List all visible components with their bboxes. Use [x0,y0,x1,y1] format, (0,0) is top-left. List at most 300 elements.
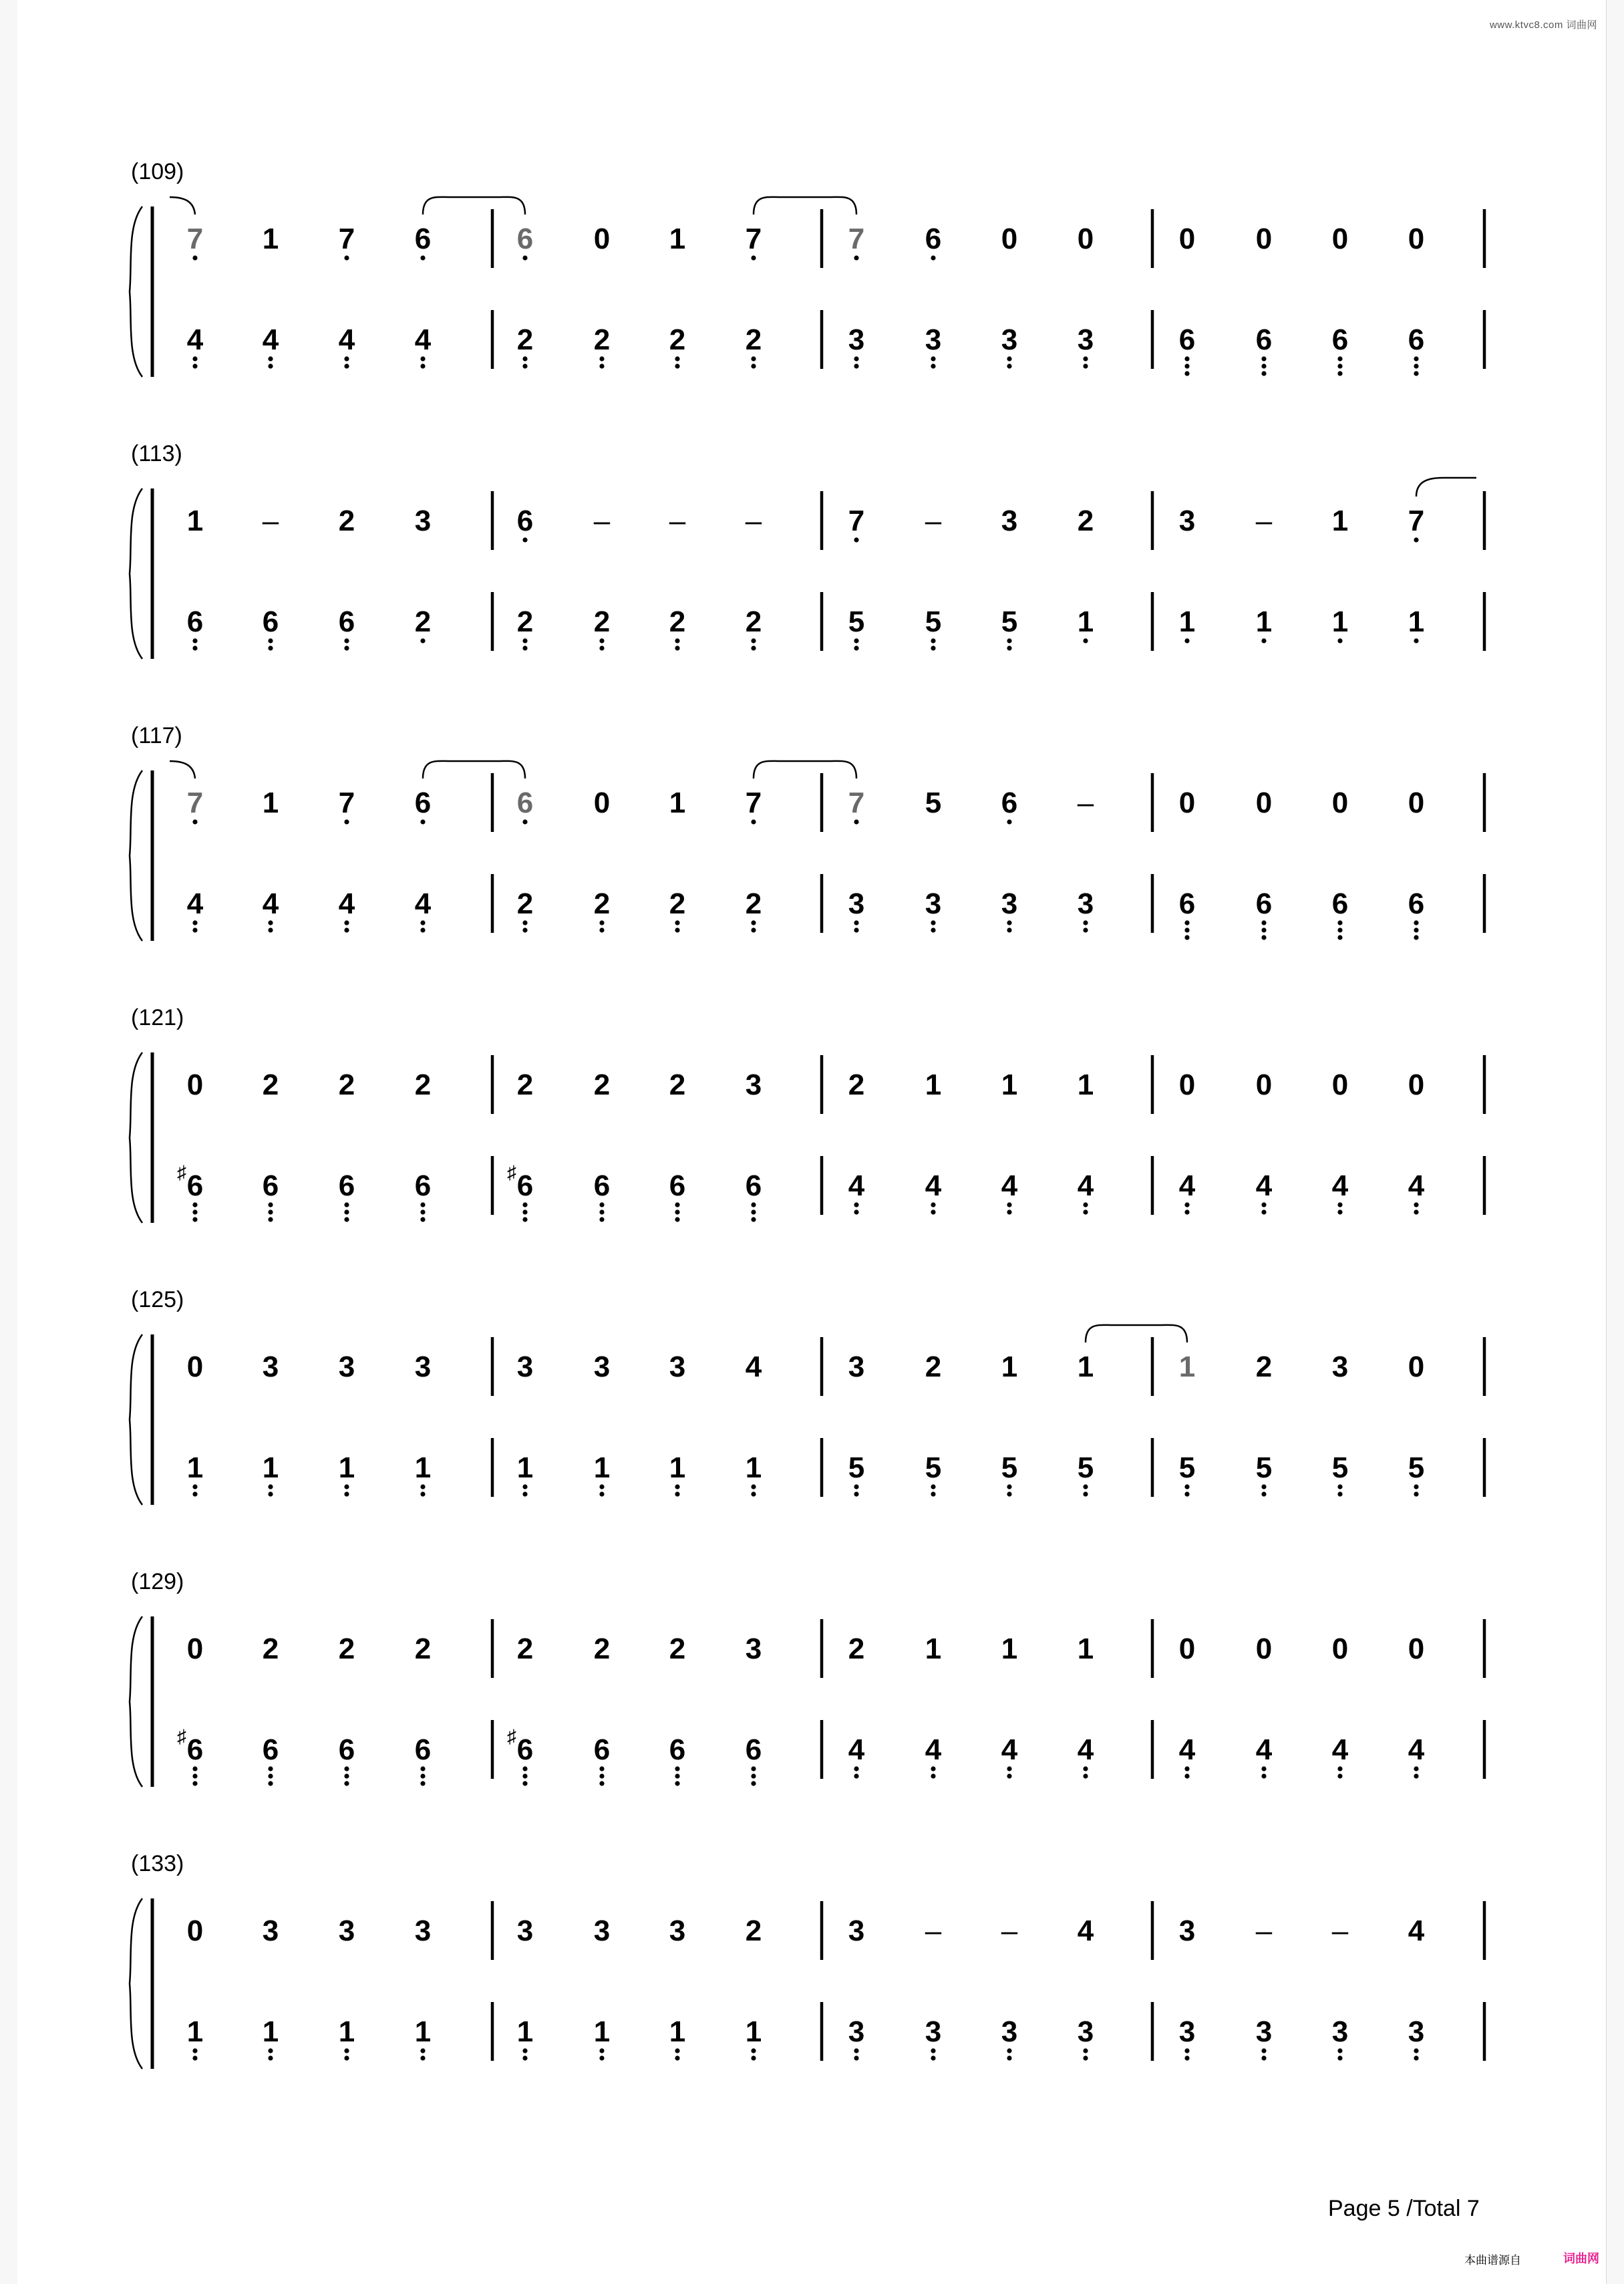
note-digit: 0 [186,1068,204,1101]
note-digit: 1 [338,2015,355,2048]
octave-dot-below [599,1773,604,1778]
note-digit: 6 [516,505,534,537]
note-digit: 6 [516,223,534,255]
octave-dot-below [1184,920,1189,925]
note-digit: 1 [925,1632,942,1665]
octave-dot-below [751,1781,756,1786]
octave-dot-below [931,927,935,932]
note-digit: 0 [1331,1068,1349,1101]
octave-dot-below [268,920,273,925]
note-digit: 6 [262,605,279,638]
octave-dot-below [420,1209,425,1214]
octave-dot-below [751,1766,756,1771]
note-digit: 7 [186,787,204,819]
octave-dot-below [192,1773,197,1778]
note-digit: 1 [745,1451,762,1484]
octave-dot-below [1007,1484,1011,1489]
octave-dot-below [268,356,273,361]
note-digit: 3 [925,887,942,920]
note-digit: 2 [1255,1350,1273,1383]
octave-dot-below [1414,935,1418,940]
note-digit: 0 [593,787,611,819]
note-digit: 2 [593,887,611,920]
octave-dot-below [1184,1773,1189,1778]
note-digit: 2 [414,605,432,638]
octave-dot-below [1184,1209,1189,1214]
octave-dot-below [931,1484,935,1489]
octave-dot-below [1414,1491,1418,1496]
note-digit: 0 [1408,1350,1425,1383]
octave-dot-below [1414,1773,1418,1778]
note-digit: 0 [1408,223,1425,255]
octave-dot-below [931,920,935,925]
octave-dot-below [675,2055,679,2060]
octave-dot-below [344,364,349,368]
note-digit: 1 [262,1451,279,1484]
note-digit: 5 [925,787,942,819]
extension-dash: – [925,1914,942,1947]
octave-dot-below [522,1766,527,1771]
octave-dot-below [675,638,679,643]
note-digit: 2 [669,887,686,920]
note-digit: 6 [1255,887,1273,920]
note-digit: 0 [1408,787,1425,819]
extension-dash: – [1077,787,1094,819]
octave-dot-below [1261,935,1266,940]
note-digit: 6 [1331,323,1349,356]
octave-dot-below [344,255,349,260]
system-brace [130,1898,142,2069]
octave-dot-below [854,646,858,650]
octave-dot-below [1083,1484,1088,1489]
octave-dot-below [1261,638,1266,643]
octave-dot-below [751,927,756,932]
octave-dot-below [854,638,858,643]
octave-dot-below [268,1202,273,1207]
octave-dot-below [675,1491,679,1496]
octave-dot-below [344,1766,349,1771]
octave-dot-below [931,1773,935,1778]
octave-dot-below [1337,2048,1342,2053]
octave-dot-below [675,356,679,361]
octave-dot-below [1083,920,1088,925]
octave-dot-below [344,1484,349,1489]
note-digit: 1 [1178,1350,1196,1383]
note-digit: 1 [1001,1632,1018,1665]
octave-dot-below [1083,927,1088,932]
note-digit: 2 [745,887,762,920]
octave-dot-below [192,920,197,925]
octave-dot-below [1007,1773,1011,1778]
octave-dot-below [1337,356,1342,361]
octave-dot-below [854,356,858,361]
octave-dot-below [854,1484,858,1489]
octave-dot-below [344,927,349,932]
octave-dot-below [522,819,527,824]
note-digit: 6 [516,1733,534,1766]
octave-dot-below [192,1491,197,1496]
note-digit: 6 [262,1733,279,1766]
octave-dot-below [420,255,425,260]
note-digit: 3 [1331,2015,1349,2048]
note-digit: 4 [1001,1733,1018,1766]
octave-dot-below [268,1781,273,1786]
note-digit: 7 [848,505,865,537]
system-brace [130,206,142,377]
note-digit: 1 [1255,605,1273,638]
note-digit: 3 [338,1350,355,1383]
note-digit: 6 [1001,787,1018,819]
octave-dot-below [192,1217,197,1222]
note-digit: 4 [1408,1914,1425,1947]
note-digit: 3 [1255,2015,1273,2048]
note-digit: 1 [414,1451,432,1484]
note-digit: 1 [1001,1350,1018,1383]
octave-dot-below [268,2048,273,2053]
octave-dot-below [268,2055,273,2060]
note-digit: 2 [848,1068,865,1101]
octave-dot-below [420,2048,425,2053]
octave-dot-below [1337,1202,1342,1207]
note-digit: 4 [925,1169,942,1202]
system-brace [130,1334,142,1505]
note-digit: 2 [414,1632,432,1665]
octave-dot-below [599,1491,604,1496]
octave-dot-below [751,638,756,643]
note-digit: 1 [186,505,204,537]
octave-dot-below [931,1209,935,1214]
note-digit: 1 [1077,1350,1094,1383]
octave-dot-below [599,920,604,925]
octave-dot-below [599,1484,604,1489]
octave-dot-below [192,1766,197,1771]
octave-dot-below [522,1209,527,1214]
octave-dot-below [599,2055,604,2060]
octave-dot-below [1414,537,1418,542]
octave-dot-below [751,646,756,650]
system-brace [130,1616,142,1787]
note-digit: 4 [262,887,279,920]
octave-dot-below [420,1773,425,1778]
octave-dot-below [1184,638,1189,643]
note-digit: 5 [1077,1451,1094,1484]
note-digit: 4 [1178,1169,1196,1202]
note-digit: 6 [186,1169,204,1202]
octave-dot-below [344,1217,349,1222]
tie-arc-continued [170,197,195,215]
octave-dot-below [344,1491,349,1496]
measure-number-label: (113) [131,441,182,466]
note-digit: 1 [593,2015,611,2048]
note-digit: 3 [414,1350,432,1383]
octave-dot-below [522,1781,527,1786]
note-digit: 2 [593,1068,611,1101]
octave-dot-below [1414,1484,1418,1489]
octave-dot-below [420,1766,425,1771]
brand-logo-text: 词曲网 [1563,2252,1599,2265]
octave-dot-below [854,1209,858,1214]
note-digit: 0 [1331,1632,1349,1665]
note-digit: 2 [516,605,534,638]
note-digit: 6 [414,787,432,819]
note-digit: 2 [669,1632,686,1665]
measure-number-label: (109) [131,159,184,184]
octave-dot-below [344,356,349,361]
octave-dot-below [1261,371,1266,376]
octave-dot-below [1337,1766,1342,1771]
note-digit: 0 [1178,1632,1196,1665]
note-digit: 6 [1408,323,1425,356]
note-digit: 6 [925,223,942,255]
note-digit: 4 [1408,1169,1425,1202]
octave-dot-below [1007,927,1011,932]
octave-dot-below [1083,1491,1088,1496]
octave-dot-below [751,819,756,824]
octave-dot-below [1184,1491,1189,1496]
system-brace [130,1052,142,1223]
octave-dot-below [675,920,679,925]
octave-dot-below [192,1209,197,1214]
octave-dot-below [1337,920,1342,925]
note-digit: 2 [414,1068,432,1101]
note-digit: 2 [669,605,686,638]
octave-dot-below [1007,1209,1011,1214]
octave-dot-below [192,255,197,260]
sharp-accidental: ♯ [177,1726,186,1747]
note-digit: 6 [745,1733,762,1766]
note-digit: 2 [669,323,686,356]
note-digit: 5 [848,605,865,638]
octave-dot-below [1007,2048,1011,2053]
tie-arc [423,197,525,215]
note-digit: 3 [1077,2015,1094,2048]
note-digit: 1 [186,1451,204,1484]
octave-dot-below [931,255,935,260]
note-digit: 4 [1255,1733,1273,1766]
octave-dot-below [1261,356,1266,361]
octave-dot-below [1261,1773,1266,1778]
octave-dot-below [1261,927,1266,932]
sharp-accidental: ♯ [177,1162,186,1183]
octave-dot-below [1007,1766,1011,1771]
note-digit: 5 [1331,1451,1349,1484]
note-digit: 6 [186,1733,204,1766]
octave-dot-below [420,2055,425,2060]
note-digit: 6 [593,1169,611,1202]
octave-dot-below [192,927,197,932]
note-digit: 3 [1001,505,1018,537]
octave-dot-below [675,364,679,368]
octave-dot-below [344,819,349,824]
note-digit: 1 [262,787,279,819]
tie-arc [754,197,856,215]
note-digit: 0 [1255,223,1273,255]
octave-dot-below [268,927,273,932]
octave-dot-below [1337,1484,1342,1489]
octave-dot-below [1337,371,1342,376]
note-digit: 1 [669,1451,686,1484]
octave-dot-below [599,1202,604,1207]
octave-dot-below [420,927,425,932]
extension-dash: – [1255,505,1273,537]
octave-dot-below [1007,364,1011,368]
note-digit: 6 [414,1169,432,1202]
note-digit: 4 [338,887,355,920]
note-digit: 3 [593,1350,611,1383]
note-digit: 2 [516,887,534,920]
octave-dot-below [522,1202,527,1207]
octave-dot-below [268,646,273,650]
octave-dot-below [1414,364,1418,368]
note-digit: 1 [1077,1068,1094,1101]
note-digit: 0 [1331,787,1349,819]
note-digit: 1 [186,2015,204,2048]
note-digit: 7 [338,223,355,255]
octave-dot-below [931,1766,935,1771]
octave-dot-below [522,255,527,260]
octave-dot-below [675,1484,679,1489]
note-digit: 0 [593,223,611,255]
octave-dot-below [1083,1766,1088,1771]
octave-dot-below [1083,1773,1088,1778]
octave-dot-below [599,356,604,361]
octave-dot-below [522,920,527,925]
note-digit: 5 [1178,1451,1196,1484]
note-digit: 1 [593,1451,611,1484]
octave-dot-below [420,819,425,824]
note-digit: 1 [516,2015,534,2048]
octave-dot-below [854,1766,858,1771]
note-digit: 3 [262,1914,279,1947]
note-digit: 2 [516,1632,534,1665]
note-digit: 5 [1001,1451,1018,1484]
note-digit: 3 [745,1632,762,1665]
octave-dot-below [1083,364,1088,368]
octave-dot-below [268,638,273,643]
octave-dot-below [854,2055,858,2060]
note-digit: 6 [338,1169,355,1202]
tie-arc-continued [170,761,195,778]
octave-dot-below [1083,1202,1088,1207]
octave-dot-below [522,2055,527,2060]
octave-dot-below [1261,2048,1266,2053]
note-digit: 2 [593,323,611,356]
octave-dot-below [751,1202,756,1207]
octave-dot-below [420,1217,425,1222]
note-digit: 3 [1178,505,1196,537]
sharp-accidental: ♯ [507,1726,516,1747]
octave-dot-below [268,1217,273,1222]
note-digit: 6 [593,1733,611,1766]
octave-dot-below [1337,364,1342,368]
octave-dot-below [522,638,527,643]
note-digit: 4 [1331,1733,1349,1766]
octave-dot-below [599,1217,604,1222]
octave-dot-below [268,1484,273,1489]
octave-dot-below [751,2048,756,2053]
extension-dash: – [745,505,762,537]
note-digit: 2 [262,1068,279,1101]
note-digit: 4 [1331,1169,1349,1202]
note-digit: 3 [1077,887,1094,920]
octave-dot-below [192,2048,197,2053]
octave-dot-below [1083,638,1088,643]
octave-dot-below [192,646,197,650]
octave-dot-below [675,1202,679,1207]
note-digit: 4 [1178,1733,1196,1766]
extension-dash: – [262,505,279,537]
note-digit: 2 [262,1632,279,1665]
octave-dot-below [192,364,197,368]
site-watermark: www.ktvc8.com 词曲网 [1489,19,1597,31]
note-digit: 3 [414,1914,432,1947]
extension-dash: – [1001,1914,1018,1947]
octave-dot-below [420,920,425,925]
octave-dot-below [675,1217,679,1222]
octave-dot-below [1184,1484,1189,1489]
octave-dot-below [675,1773,679,1778]
note-digit: 4 [414,323,432,356]
note-digit: 4 [745,1350,762,1383]
octave-dot-below [1083,2055,1088,2060]
note-digit: 6 [1331,887,1349,920]
note-digit: 3 [1178,2015,1196,2048]
octave-dot-below [1261,364,1266,368]
note-digit: 0 [1255,787,1273,819]
note-digit: 3 [593,1914,611,1947]
octave-dot-below [192,638,197,643]
note-digit: 0 [1178,223,1196,255]
octave-dot-below [1261,920,1266,925]
note-digit: 6 [186,605,204,638]
note-digit: 1 [669,787,686,819]
octave-dot-below [1184,2055,1189,2060]
octave-dot-below [420,1491,425,1496]
octave-dot-below [344,1209,349,1214]
note-digit: 4 [1408,1733,1425,1766]
note-digit: 6 [516,787,534,819]
note-digit: 5 [925,1451,942,1484]
note-digit: 0 [1255,1632,1273,1665]
octave-dot-below [1337,1209,1342,1214]
note-digit: 7 [1408,505,1425,537]
note-digit: 3 [745,1068,762,1101]
octave-dot-below [854,2048,858,2053]
octave-dot-below [599,1766,604,1771]
octave-dot-below [675,1781,679,1786]
octave-dot-below [1261,1766,1266,1771]
octave-dot-below [751,2055,756,2060]
note-digit: 1 [669,223,686,255]
sharp-accidental: ♯ [507,1162,516,1183]
note-digit: 5 [1255,1451,1273,1484]
note-digit: 4 [848,1733,865,1766]
octave-dot-below [1414,2048,1418,2053]
octave-dot-below [751,1217,756,1222]
octave-dot-below [192,1484,197,1489]
note-digit: 1 [1408,605,1425,638]
note-digit: 4 [186,323,204,356]
octave-dot-below [599,638,604,643]
note-digit: 6 [262,1169,279,1202]
note-digit: 2 [593,605,611,638]
octave-dot-below [192,1781,197,1786]
octave-dot-below [344,646,349,650]
note-digit: 4 [1255,1169,1273,1202]
octave-dot-below [522,1217,527,1222]
note-digit: 6 [1255,323,1273,356]
octave-dot-below [1261,2055,1266,2060]
